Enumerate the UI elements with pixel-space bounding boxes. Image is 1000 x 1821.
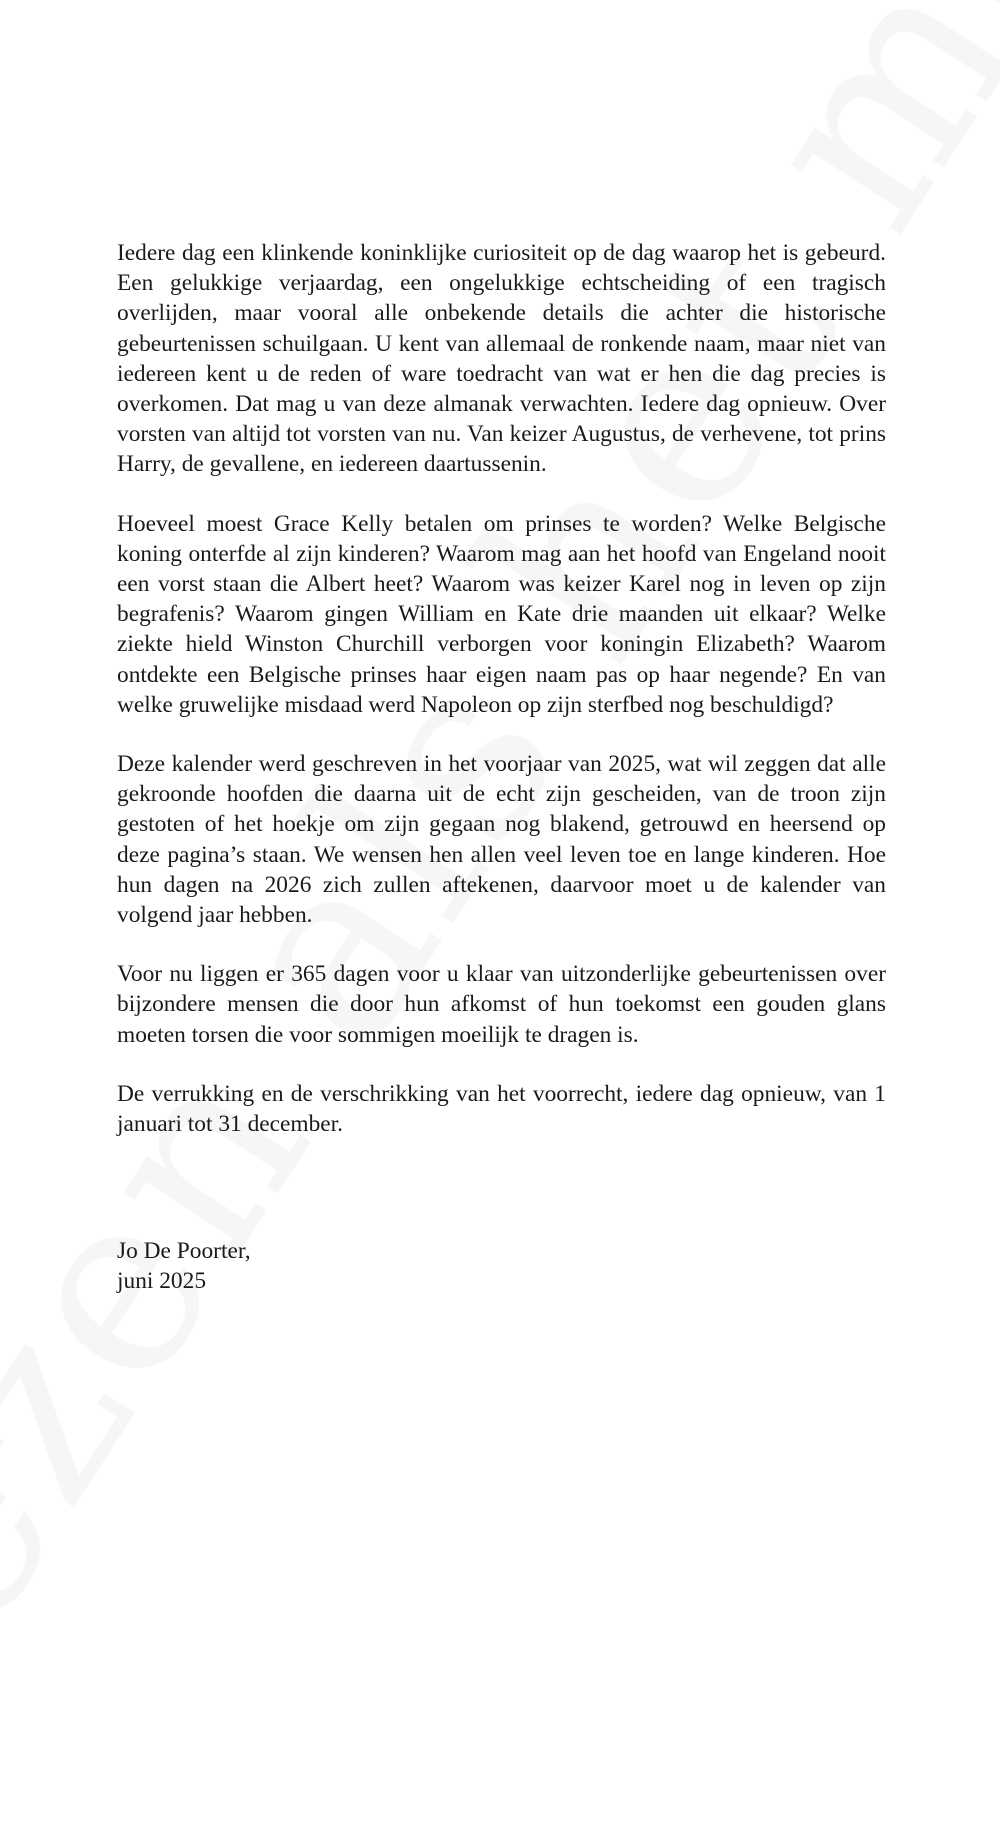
paragraph-intro: Iedere dag een klinkende koninklijke curiositeit op de dag waarop het is gebeurd. Een gelukkige verjaardag, een ongelukkige echtscheiding of een tragisch overlijden, maar vooral alle onbekende details die achter die historische gebeurtenissen schuilgaan. U kent van allemaal de ronkende naam, maar niet van iedereen kent u de reden of ware toedracht van wat er hen die dag precies is overkomen. Dat mag u van deze almanak verwachten. Iedere dag opnieuw. Over vorsten van altijd tot vorsten van nu. Van keizer Augustus, de verhevene, tot prins Harry, de gevallene, en iedereen daartussenin. [117, 240, 886, 478]
paragraph-closing: De verrukking en de verschrikking van het voorrecht, iedere dag opnieuw, van 1 januari tot 31 december. [117, 1080, 886, 1138]
paragraph-days: Voor nu liggen er 365 dagen voor u klaar van uitzonderlijke gebeurtenissen over bijzondere mensen die door hun afkomst of hun toekomst een gouden glans moeten torsen die voor sommigen moeilijk te dragen is. [117, 961, 886, 1048]
paragraph-calendar: Deze kalender werd geschreven in het voorjaar van 2025, wat wil zeggen dat alle gekroonde hoofden die daarna uit de echt zijn gescheiden, van de troon zijn gestoten of het hoekje om zijn gegaan nog blakend, getrouwd en heersend op deze pagina’s staan. We wensen hen allen veel leven toe en lange kinderen. Hoe hun dagen na 2026 zich zullen aftekenen, daarvoor moet u de kalender van volgend jaar hebben. [117, 751, 886, 929]
signature [117, 1236, 251, 1296]
foreword-text [117, 238, 886, 1139]
author-name: Jo De Poorter, [117, 1238, 251, 1264]
paragraph-questions: Hoeveel moest Grace Kelly betalen om prinses te worden? Welke Belgische koning onterfde al zijn kinderen? Waarom mag aan het hoofd van Engeland nooit een vorst staan die Albert heet? Waarom was keizer Karel nog in leven op zijn begrafenis? Waarom gingen William en Kate drie maanden uit elkaar? Welke ziekte hield Winston Churchill verborgen voor koningin Elizabeth? Waarom ontdekte een Belgische prinses haar eigen naam pas op haar negende? En van welke gruwelijke misdaad werd Napoleon op zijn sterfbed nog beschuldigd? [117, 510, 886, 718]
signature-date: juni 2025 [117, 1268, 207, 1295]
